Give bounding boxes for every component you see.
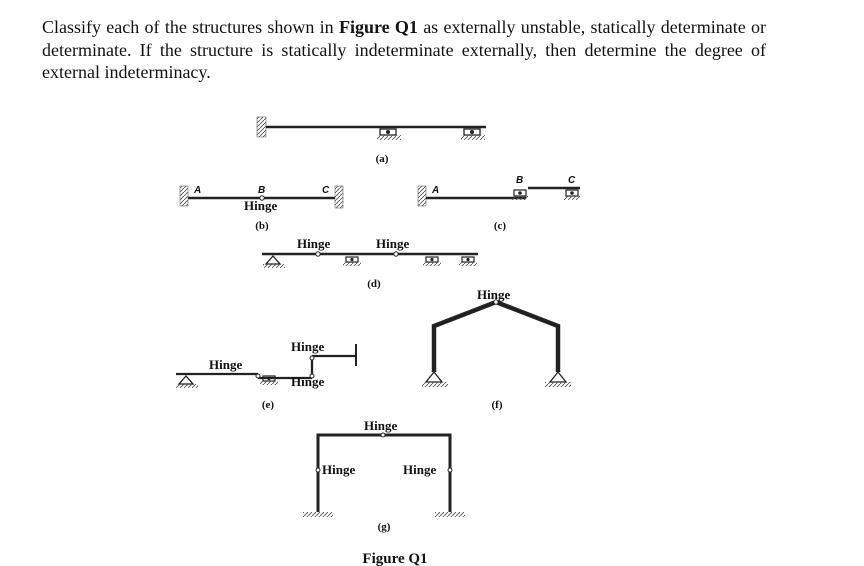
hinge-label-e1: Hinge: [209, 357, 243, 372]
pin-support-e: [176, 376, 198, 388]
pin-support-d: [263, 256, 285, 268]
structure-g: [303, 418, 465, 533]
pin-support-f-right: [545, 372, 571, 387]
hinge-e1: [256, 374, 260, 378]
point-b-c: C: [322, 185, 330, 196]
question-post: as externally unstable, statically determinate or determinate. If the structure is statically indeterminate externally, then determine the degree of external indeterminacy.: [42, 17, 766, 82]
hinge-label-g-right: Hinge: [403, 462, 437, 477]
figure-caption: Figure Q1: [362, 551, 428, 566]
label-c: (c): [493, 220, 507, 232]
pin-support-f-left: [422, 372, 448, 387]
hinge-label-e3: Hinge: [291, 374, 325, 389]
roller-support-a2: [461, 129, 485, 140]
structure-c: [418, 175, 580, 232]
hinge-d2: [394, 252, 398, 256]
roller-support-c-b: [512, 190, 528, 200]
roller-support-a1: [377, 129, 401, 140]
roller-support-d1: [343, 257, 361, 266]
point-c-b: B: [516, 175, 524, 186]
fixed-support-b-c: [335, 186, 343, 208]
label-f: (f): [491, 399, 503, 411]
hinge-label-d1: Hinge: [297, 236, 331, 251]
hinge-g-right: [448, 468, 452, 472]
fixed-support-c-a: [418, 186, 426, 206]
label-e: (e): [261, 399, 275, 411]
roller-support-d3: [459, 257, 477, 266]
point-c-a: A: [432, 185, 440, 196]
fixed-support-g-right: [435, 512, 465, 517]
structure-b: [180, 185, 343, 232]
hinge-d1: [316, 252, 320, 256]
question-pre: Classify each of the structures shown in: [42, 17, 339, 37]
hinge-label-f: Hinge: [477, 287, 511, 302]
hinge-label-g-top: Hinge: [364, 418, 398, 433]
roller-support-d2: [423, 257, 441, 266]
structure-a: [257, 117, 486, 165]
point-b-b: B: [258, 185, 266, 196]
hinge-e2: [310, 356, 314, 360]
label-b: (b): [255, 220, 269, 232]
roller-support-e: [260, 376, 278, 385]
hinge-g-left: [316, 468, 320, 472]
figure-reference: Figure Q1: [338, 17, 418, 37]
fixed-support-a: [257, 117, 266, 137]
frame-f: [434, 302, 558, 372]
hinge-label-g-left: Hinge: [322, 462, 356, 477]
structure-e: [176, 339, 356, 411]
hinge-label-d2: Hinge: [376, 236, 410, 251]
label-g: (g): [377, 521, 391, 533]
point-b-a: A: [194, 185, 202, 196]
structure-f: [422, 287, 571, 411]
hinge-g-top: [381, 433, 385, 437]
hinge-label-b: Hinge: [244, 198, 278, 213]
point-c-c: C: [568, 175, 576, 186]
fixed-support-b-a: [180, 186, 188, 206]
label-a: (a): [375, 153, 389, 165]
hinge-label-e2: Hinge: [291, 339, 325, 354]
roller-support-c-c: [564, 190, 580, 200]
structure-d: [262, 236, 478, 290]
fixed-support-g-left: [303, 512, 333, 517]
label-d: (d): [367, 278, 381, 290]
